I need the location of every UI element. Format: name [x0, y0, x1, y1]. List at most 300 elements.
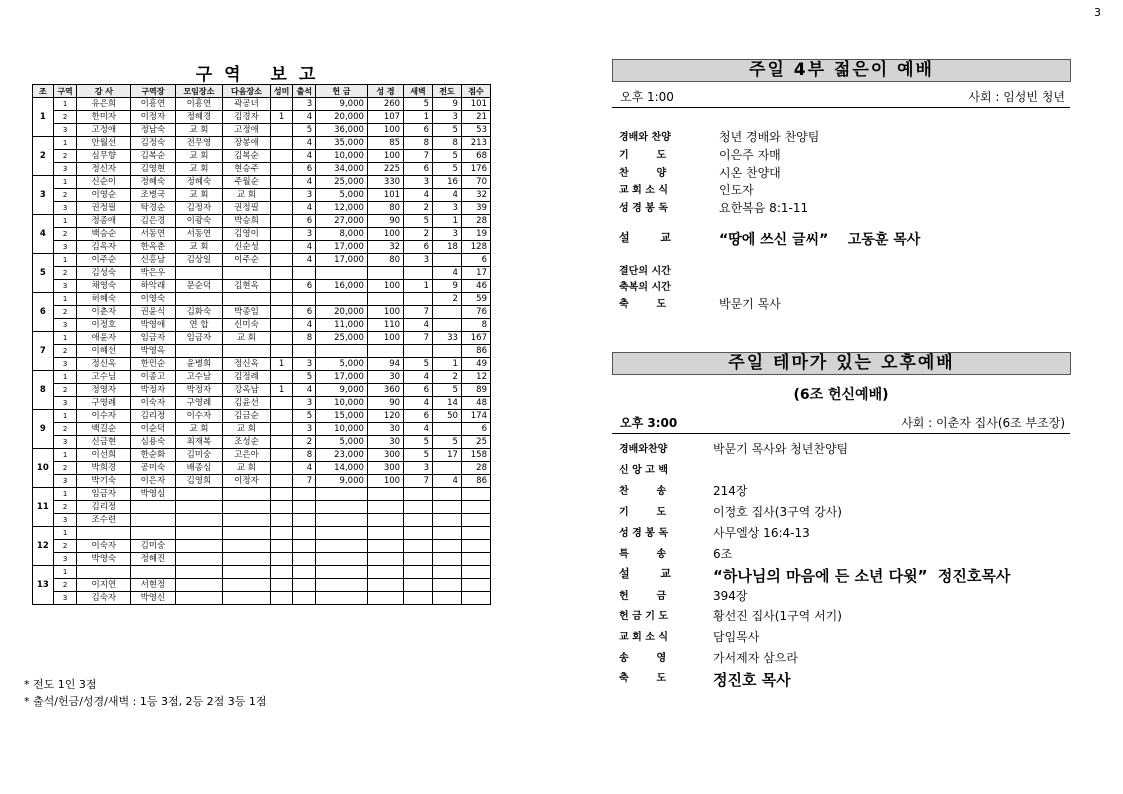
table-row: [33, 150, 491, 163]
table-cell: 32: [461, 189, 490, 202]
table-cell: 14,000: [316, 462, 368, 475]
table-cell: [367, 579, 403, 592]
afternoon-presider: 사회 : 이춘자 집사(6조 부조장): [901, 416, 1065, 430]
group-number: 3: [33, 176, 54, 215]
program-value: 214장: [713, 484, 748, 498]
table-cell: 임금자: [131, 332, 175, 345]
table-row: [33, 267, 491, 280]
table-cell: [433, 462, 462, 475]
table-cell: 5: [404, 215, 433, 228]
table-cell: 2: [53, 462, 77, 475]
table-cell: 1: [404, 111, 433, 124]
table-cell: 임금자: [77, 488, 131, 501]
table-cell: 4: [293, 202, 316, 215]
table-cell: 이정호: [77, 319, 131, 332]
group-number: 1: [33, 98, 54, 137]
group-number: 4: [33, 215, 54, 254]
column-header: 구역: [53, 85, 77, 98]
table-cell: 한옥춘: [131, 241, 175, 254]
program-label: 헌 금 기 도: [619, 611, 669, 622]
table-cell: 3: [404, 254, 433, 267]
table-cell: [404, 592, 433, 605]
table-cell: 이숙자: [77, 540, 131, 553]
column-header: 다음장소: [223, 85, 271, 98]
table-cell: [293, 514, 316, 527]
table-cell: [461, 527, 490, 540]
table-cell: 김리정: [131, 410, 175, 423]
table-cell: 19: [461, 228, 490, 241]
table-cell: [404, 553, 433, 566]
table-cell: [293, 592, 316, 605]
table-cell: 8: [404, 137, 433, 150]
group-number: 2: [33, 137, 54, 176]
table-cell: [270, 449, 293, 462]
table-cell: [367, 488, 403, 501]
table-cell: 2: [293, 436, 316, 449]
table-row: [33, 345, 491, 358]
table-cell: 연 합: [175, 319, 223, 332]
table-cell: 최재복: [175, 436, 223, 449]
table-row: [33, 163, 491, 176]
table-cell: 주월순: [223, 176, 271, 189]
column-header: 헌 금: [316, 85, 368, 98]
table-cell: [270, 332, 293, 345]
divider: [612, 107, 1070, 108]
table-cell: [270, 397, 293, 410]
table-cell: 213: [461, 137, 490, 150]
table-row: [33, 527, 491, 540]
table-row: [33, 475, 491, 488]
table-cell: 3: [53, 319, 77, 332]
table-cell: 6: [461, 254, 490, 267]
table-cell: 공미숙: [131, 462, 175, 475]
table-cell: 1: [53, 527, 77, 540]
table-cell: 심무향: [77, 150, 131, 163]
table-row: [33, 176, 491, 189]
program-value: 청년 경배와 찬양팀: [719, 130, 820, 144]
table-cell: 86: [461, 345, 490, 358]
table-cell: [293, 267, 316, 280]
table-cell: 김복순: [223, 150, 271, 163]
table-cell: [270, 176, 293, 189]
table-cell: 7: [293, 475, 316, 488]
note-line: * 전도 1인 3점: [24, 678, 97, 691]
table-cell: [175, 527, 223, 540]
table-cell: 신순성: [223, 241, 271, 254]
table-cell: 25: [461, 436, 490, 449]
table-cell: [223, 514, 271, 527]
table-cell: 정신옥: [223, 358, 271, 371]
table-cell: [367, 540, 403, 553]
table-cell: 35,000: [316, 137, 368, 150]
table-cell: 정혜숙: [131, 176, 175, 189]
group-number: 13: [33, 566, 54, 605]
scoring-notes: [24, 676, 267, 710]
table-cell: 3: [433, 202, 462, 215]
column-header: 성 경: [367, 85, 403, 98]
table-cell: 6: [404, 410, 433, 423]
table-cell: 박영애: [131, 319, 175, 332]
table-cell: 권정필: [223, 202, 271, 215]
table-cell: 3: [53, 592, 77, 605]
table-cell: [223, 267, 271, 280]
table-cell: 100: [367, 280, 403, 293]
table-cell: [175, 293, 223, 306]
table-cell: 85: [367, 137, 403, 150]
program-value: 박문기 목사와 청년찬양팀: [713, 442, 849, 456]
table-cell: 28: [461, 462, 490, 475]
table-cell: 교 회: [175, 189, 223, 202]
table-cell: 6: [293, 280, 316, 293]
table-cell: 문순덕: [175, 280, 223, 293]
table-cell: 8: [293, 449, 316, 462]
table-cell: 2: [53, 384, 77, 397]
table-cell: 30: [367, 371, 403, 384]
table-cell: 90: [367, 215, 403, 228]
table-cell: 4: [293, 384, 316, 397]
table-cell: 3: [53, 553, 77, 566]
program-value: 인도자: [719, 183, 754, 197]
table-cell: [270, 280, 293, 293]
table-cell: [175, 592, 223, 605]
table-cell: [461, 553, 490, 566]
table-cell: 17,000: [316, 254, 368, 267]
column-header: 강 사: [77, 85, 131, 98]
table-cell: 128: [461, 241, 490, 254]
table-cell: 윤병희: [175, 358, 223, 371]
district-report-table: [32, 84, 491, 605]
table-row: [33, 514, 491, 527]
table-cell: 5: [404, 449, 433, 462]
table-cell: 2: [53, 189, 77, 202]
table-cell: 9,000: [316, 98, 368, 111]
table-cell: 교 회: [175, 150, 223, 163]
table-cell: 김정숙: [131, 137, 175, 150]
table-cell: [293, 566, 316, 579]
program-label: 헌 금: [619, 591, 667, 602]
table-cell: 이흥연: [131, 98, 175, 111]
table-cell: [433, 553, 462, 566]
table-row: [33, 228, 491, 241]
table-cell: 3: [293, 423, 316, 436]
table-cell: [175, 501, 223, 514]
program-value: “땅에 쓰신 글씨” 고동훈 목사: [719, 232, 921, 248]
program-value: 이정호 집사(3구역 강사): [713, 505, 842, 519]
program-value: 사무엘상 16:4-13: [713, 526, 810, 540]
table-cell: 2: [404, 228, 433, 241]
table-cell: 1: [404, 280, 433, 293]
table-cell: [270, 189, 293, 202]
program-value: 담임목사: [713, 630, 760, 644]
table-cell: 김영희: [175, 475, 223, 488]
program-value: 이은주 자매: [719, 148, 781, 162]
table-cell: [270, 293, 293, 306]
table-cell: 구영례: [77, 397, 131, 410]
table-cell: 4: [293, 319, 316, 332]
group-number: 10: [33, 449, 54, 488]
table-cell: 3: [293, 98, 316, 111]
column-header: 점수: [461, 85, 490, 98]
table-cell: [316, 267, 368, 280]
table-cell: 강옥남: [223, 384, 271, 397]
table-cell: 3: [433, 111, 462, 124]
table-cell: 15,000: [316, 410, 368, 423]
table-row: [33, 410, 491, 423]
table-cell: 한민순: [131, 358, 175, 371]
district-report-title: 구역 보고: [195, 65, 328, 85]
table-cell: [404, 267, 433, 280]
table-cell: [270, 345, 293, 358]
table-cell: [223, 540, 271, 553]
table-cell: 11,000: [316, 319, 368, 332]
table-cell: 김리정: [77, 501, 131, 514]
table-cell: [131, 566, 175, 579]
table-cell: 3: [53, 241, 77, 254]
program-label: 설 교: [619, 231, 671, 244]
table-cell: [404, 540, 433, 553]
table-cell: 68: [461, 150, 490, 163]
table-cell: 곽공녀: [223, 98, 271, 111]
table-cell: [270, 306, 293, 319]
table-row: [33, 280, 491, 293]
table-cell: [404, 501, 433, 514]
table-cell: [433, 592, 462, 605]
table-cell: [433, 501, 462, 514]
table-cell: 이영숙: [131, 293, 175, 306]
table-cell: 100: [367, 306, 403, 319]
table-cell: [461, 579, 490, 592]
table-cell: 49: [461, 358, 490, 371]
table-cell: 김윤선: [223, 397, 271, 410]
table-cell: 고은아: [223, 449, 271, 462]
table-row: [33, 241, 491, 254]
table-cell: 김현옥: [223, 280, 271, 293]
table-cell: [404, 579, 433, 592]
table-cell: 5: [433, 124, 462, 137]
table-cell: 안월선: [77, 137, 131, 150]
table-cell: 구영례: [175, 397, 223, 410]
table-cell: 2: [53, 228, 77, 241]
table-cell: 80: [367, 202, 403, 215]
table-cell: 30: [367, 436, 403, 449]
table-cell: [316, 579, 368, 592]
program-label: 교 회 소 식: [619, 632, 669, 643]
table-cell: [404, 527, 433, 540]
table-cell: [433, 306, 462, 319]
table-cell: 7: [404, 150, 433, 163]
table-cell: 정영자: [77, 384, 131, 397]
table-cell: 50: [433, 410, 462, 423]
table-cell: 17,000: [316, 241, 368, 254]
table-row: [33, 488, 491, 501]
table-cell: 교 회: [223, 189, 271, 202]
table-row: [33, 449, 491, 462]
table-cell: 교 회: [175, 423, 223, 436]
table-cell: 정종애: [77, 215, 131, 228]
table-cell: 5: [404, 358, 433, 371]
table-cell: 2: [53, 423, 77, 436]
page-number: 3: [1094, 6, 1101, 19]
table-cell: 5: [433, 384, 462, 397]
table-cell: 이은자: [131, 475, 175, 488]
table-cell: 권윤식: [131, 306, 175, 319]
table-cell: [131, 501, 175, 514]
table-cell: 6: [404, 384, 433, 397]
table-cell: 이춘자: [77, 306, 131, 319]
column-header: 출석: [293, 85, 316, 98]
table-cell: [461, 514, 490, 527]
table-cell: 5: [433, 150, 462, 163]
table-cell: 18: [433, 241, 462, 254]
table-cell: [270, 137, 293, 150]
table-cell: 교 회: [223, 462, 271, 475]
table-cell: 배종심: [175, 462, 223, 475]
table-cell: 김복순: [131, 150, 175, 163]
table-cell: 80: [367, 254, 403, 267]
table-cell: 서현정: [131, 579, 175, 592]
table-cell: [293, 527, 316, 540]
table-cell: [270, 215, 293, 228]
table-cell: [223, 592, 271, 605]
table-cell: 17: [461, 267, 490, 280]
table-cell: 정신자: [77, 163, 131, 176]
afternoon-time-line: [620, 414, 1065, 431]
table-cell: 48: [461, 397, 490, 410]
table-cell: [367, 267, 403, 280]
table-cell: 8: [293, 332, 316, 345]
table-row: [33, 540, 491, 553]
table-cell: [270, 540, 293, 553]
table-cell: [223, 527, 271, 540]
table-cell: 김화숙: [175, 306, 223, 319]
program-label: 기 도: [619, 150, 667, 161]
table-cell: [316, 553, 368, 566]
table-cell: 박승희: [223, 215, 271, 228]
table-cell: 5: [404, 98, 433, 111]
table-cell: [270, 462, 293, 475]
table-cell: 16,000: [316, 280, 368, 293]
table-cell: 김미숭: [131, 540, 175, 553]
table-cell: 4: [293, 137, 316, 150]
table-cell: 1: [270, 358, 293, 371]
table-cell: 6: [404, 241, 433, 254]
table-cell: 고수님: [77, 371, 131, 384]
table-cell: 2: [53, 267, 77, 280]
table-cell: 300: [367, 449, 403, 462]
table-cell: 7: [404, 475, 433, 488]
table-cell: [175, 488, 223, 501]
table-cell: 25,000: [316, 332, 368, 345]
program-value: 황선진 집사(1구역 서기): [713, 609, 842, 623]
table-cell: [270, 553, 293, 566]
table-cell: 김경자: [223, 111, 271, 124]
table-row: [33, 397, 491, 410]
program-value: “하나님의 마음에 든 소년 다윗” 정진호목사: [713, 567, 1011, 585]
table-cell: 1: [53, 410, 77, 423]
table-cell: 이수자: [175, 410, 223, 423]
table-cell: 101: [461, 98, 490, 111]
table-cell: 김상일: [175, 254, 223, 267]
table-cell: [270, 150, 293, 163]
table-cell: 4: [293, 111, 316, 124]
program-label: 경배와 찬양: [619, 132, 671, 143]
table-cell: 1: [53, 176, 77, 189]
program-value: 정진호 목사: [713, 671, 791, 689]
table-cell: 100: [367, 228, 403, 241]
table-row: [33, 202, 491, 215]
table-cell: 김영현: [131, 163, 175, 176]
table-cell: [223, 553, 271, 566]
table-cell: [404, 488, 433, 501]
table-cell: 5,000: [316, 358, 368, 371]
table-cell: 7: [404, 332, 433, 345]
table-cell: 100: [367, 475, 403, 488]
table-cell: 3: [53, 202, 77, 215]
table-cell: [367, 501, 403, 514]
table-cell: [433, 345, 462, 358]
table-cell: [270, 228, 293, 241]
table-cell: [270, 514, 293, 527]
table-cell: 5,000: [316, 189, 368, 202]
table-cell: 3: [404, 176, 433, 189]
table-cell: 이순덕: [131, 423, 175, 436]
table-cell: [433, 540, 462, 553]
table-cell: [433, 527, 462, 540]
table-row: [33, 215, 491, 228]
table-cell: 4: [404, 371, 433, 384]
program-label: 기 도: [619, 507, 667, 518]
table-cell: 김옥자: [77, 241, 131, 254]
table-cell: 4: [433, 189, 462, 202]
table-cell: 이혜선: [77, 345, 131, 358]
table-cell: [404, 566, 433, 579]
table-cell: 전무영: [175, 137, 223, 150]
table-row: [33, 98, 491, 111]
table-cell: 1: [53, 254, 77, 267]
table-cell: [270, 124, 293, 137]
afternoon-title: 주일 테마가 있는 오후예배: [612, 352, 1071, 375]
table-cell: 이종고: [131, 371, 175, 384]
table-cell: [270, 527, 293, 540]
table-row: [33, 306, 491, 319]
table-cell: 박기숙: [77, 475, 131, 488]
table-cell: [433, 423, 462, 436]
table-cell: 권정필: [77, 202, 131, 215]
table-cell: 8: [461, 319, 490, 332]
table-cell: [270, 254, 293, 267]
table-cell: 9: [433, 98, 462, 111]
table-cell: 59: [461, 293, 490, 306]
table-cell: 6: [404, 124, 433, 137]
table-cell: 이주순: [77, 254, 131, 267]
table-cell: 6: [293, 215, 316, 228]
table-cell: 박영숙: [77, 553, 131, 566]
table-row: [33, 111, 491, 124]
table-cell: 현승주: [223, 163, 271, 176]
table-cell: [316, 488, 368, 501]
table-cell: 8: [433, 137, 462, 150]
service4-time-line: [620, 88, 1065, 105]
table-cell: 고수남: [175, 371, 223, 384]
table-cell: 1: [53, 488, 77, 501]
table-cell: 2: [53, 111, 77, 124]
table-cell: 20,000: [316, 306, 368, 319]
table-cell: [175, 566, 223, 579]
afternoon-time: 오후 3:00: [620, 416, 678, 430]
table-cell: [404, 514, 433, 527]
table-cell: 10,000: [316, 397, 368, 410]
table-cell: [367, 527, 403, 540]
